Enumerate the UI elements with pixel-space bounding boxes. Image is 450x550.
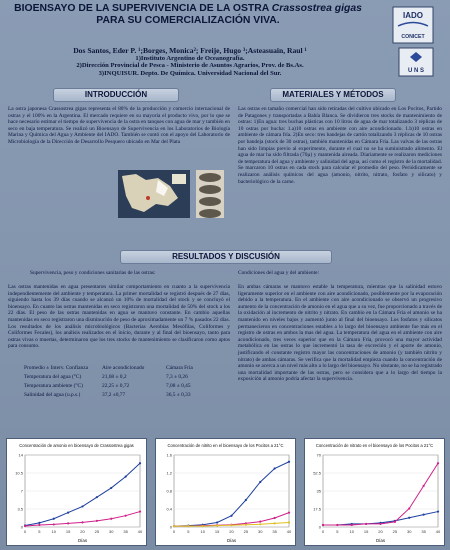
data-point bbox=[274, 522, 276, 524]
x-tick-label: 25 bbox=[243, 529, 249, 534]
data-point bbox=[24, 525, 26, 527]
data-point bbox=[139, 462, 141, 464]
data-point bbox=[125, 515, 127, 517]
y-tick-label: 14 bbox=[18, 452, 23, 458]
data-point bbox=[67, 522, 69, 524]
uns-label: U N S bbox=[407, 68, 425, 74]
data-point bbox=[173, 525, 175, 527]
x-tick-label: 25 bbox=[94, 529, 100, 534]
results-header: RESULTADOS Y DISCUSIÓN bbox=[120, 250, 332, 264]
x-tick-label: 40 bbox=[435, 529, 441, 534]
x-tick-label: 15 bbox=[363, 529, 369, 534]
y-tick-label: 17.5 bbox=[313, 506, 321, 512]
uns-logo bbox=[398, 47, 434, 77]
table-cell: Temperatura del agua (°C) bbox=[24, 374, 82, 380]
chart-title: Concentración de amonio en bioensayo de Crassostrea gigas bbox=[19, 443, 134, 448]
table-cell: 22,25 ± 0,72 bbox=[102, 383, 130, 389]
table-header-cell: Promedio ± Interv. Confianza bbox=[24, 365, 88, 371]
table-cell: 36,5 ± 0,33 bbox=[166, 392, 191, 398]
affiliation-3: 3)INQUISUR. Depto. De Química. Universidad Nacional del Sur. bbox=[98, 69, 282, 77]
data-point bbox=[351, 524, 353, 526]
methods-header: MATERIALES Y MÉTODOS bbox=[270, 88, 396, 102]
x-tick-label: 30 bbox=[109, 529, 114, 534]
table-header-cell: Aire acondicionado bbox=[102, 365, 145, 371]
x-tick-label: 30 bbox=[407, 529, 412, 534]
y-tick-label: 10.5 bbox=[15, 470, 23, 476]
data-point bbox=[288, 521, 290, 523]
data-point bbox=[125, 476, 127, 478]
data-point bbox=[139, 510, 141, 512]
data-point bbox=[202, 525, 204, 527]
x-tick-label: 5 bbox=[336, 529, 339, 534]
table-row bbox=[24, 382, 214, 391]
y-tick-label: 0 bbox=[318, 524, 321, 530]
x-tick-label: 35 bbox=[123, 529, 128, 534]
y-tick-label: 0 bbox=[20, 524, 23, 530]
conditions-table bbox=[24, 364, 214, 400]
intro-text: La ostra japonesa Crassostrea gigas representa el 80% de la producción y comercio internacional de ostras y el 100% en la Argentina. El mercado requiere en su mayoría el producto vivo, por lo que se hace necesario estimar el tiempo de supervivencia de la ostra en tanques con agua de mar y también en seco en baja temperatura. Se realizó un Bioensayo de Supervivencia en los Laboratorios de Biología Marina y Química del Agua y Ambiente del IADO. También se contó con el apoyo del Laboratorio de Microbiología de la Dirección de Desarrollo Pesquero ubicado en Mar del Plata bbox=[8, 106, 230, 145]
results-left-text: Las ostras mantenidas en agua presentaron similar comportamiento en cuanto a la supervivencia independientemente del ambiente y temperatura. La primer mortalidad se registró después de 27 días, siguiendo hasta los 39 días cuando se alcanzó un 10% de mortalidad del stock y se concluyó el bioensayo. En cuanto las ostras mantenidas en seco registraron una mortalidad de 50% del stock a los 22 días. El peso de las ostras mantenidas en agua se mantuvo constante. En cambio aquellas mantenidas en seco registraron una disminución de peso de aproximadamente un 7 % pasados 22 días. Los resultados de los análisis microbiológicos (Bacterias Aerobias Mesófilas, Coliformes y Coliformes Fecales), los análisis realizados en el inicio, durante y al final del bioensayo, tanto para ostras vivas o muertas, determinaron que los tres stocks de mantenimiento se clasificaron como aptos para consumo. bbox=[8, 284, 230, 350]
x-tick-label: 0 bbox=[321, 529, 325, 534]
x-tick-label: 5 bbox=[187, 529, 190, 534]
x-tick-label: 0 bbox=[172, 529, 176, 534]
data-point bbox=[81, 505, 83, 507]
data-point bbox=[274, 517, 276, 519]
data-point bbox=[187, 525, 189, 527]
methods-text: Las ostras en tamaño comercial han sido retiradas del cultivo ubicado en Los Pocitos, Partido de Patagones y transportadas a Bahía Blanca. Se dividieron tres stocks de mantenimiento de ostras: 1)En agua: tres buchas plásticas con 10 litros de agua de mar totalizando 3 réplicas de 10 ostras por bucha: 1.a)10 ostras en ambiente con aire acondicionado. 1.b)10 ostras en ambiente de cámara fría. 2)En seco: tres bandejas de cartón totalizando 3 réplicas de 10 ostras por bandeja (stock de 30 ostras), también mantenidas en Cámara Fría. Las valvas de las ostras han sido limpias previo al experimento, durante el cual no se ha suministrado alimento. El agua de mar ha sido filtrada (70µ) y mantenida aireada. Diariamente se realizaron mediciones de temperatura del agua y ambiente y salinidad del agua, así como el registro de la mortalidad. Se marcaron 10 ostras en cada stock para calcular el promedio del peso. Periódicamente se realizaron análisis químicos del agua (amonio, nitrito, nitrato, fosfato y silicato) y bacteriológico de la carne. bbox=[238, 106, 442, 185]
x-tick-label: 5 bbox=[38, 529, 41, 534]
data-point bbox=[288, 461, 290, 463]
data-point bbox=[259, 523, 261, 525]
table-cell: 37,2 ±0,77 bbox=[102, 392, 126, 398]
x-axis-label: Días bbox=[77, 538, 88, 543]
results-subtitle-left: Supervivencia, peso y condiciones sanitarias de las ostras: bbox=[30, 270, 156, 276]
y-tick-label: 35 bbox=[316, 488, 321, 494]
oyster-photo bbox=[196, 170, 224, 218]
data-point bbox=[259, 521, 261, 523]
affiliation-2: 2)Dirección Provincial de Pesca - Ministerio de Asuntos Agrarios, Prov. de Bs.As. bbox=[76, 62, 304, 70]
authors-block bbox=[40, 47, 340, 77]
chart-amonio bbox=[6, 438, 147, 546]
data-point bbox=[394, 521, 396, 523]
x-tick-label: 10 bbox=[349, 529, 354, 534]
y-tick-label: 0.8 bbox=[166, 488, 172, 494]
authors: Dos Santos, Eder P. ¹;Borges, Monica²; Freije, Hugo ³;Asteasuain, Raul ¹ bbox=[73, 46, 307, 55]
data-point bbox=[274, 467, 276, 469]
table-header-row bbox=[24, 364, 214, 373]
data-point bbox=[437, 462, 439, 464]
y-tick-label: 70 bbox=[316, 452, 321, 458]
data-point bbox=[423, 514, 425, 516]
data-point bbox=[81, 521, 83, 523]
data-point bbox=[230, 515, 232, 517]
data-point bbox=[288, 512, 290, 514]
data-point bbox=[365, 523, 367, 525]
affiliation-1: 1)Instituto Argentino de Oceanografía. bbox=[135, 54, 245, 62]
data-point bbox=[408, 507, 410, 509]
table-row bbox=[24, 373, 214, 382]
table-cell: 7,3 ± 0,26 bbox=[166, 374, 188, 380]
data-point bbox=[379, 523, 381, 525]
y-tick-label: 0 bbox=[169, 524, 172, 530]
x-tick-label: 40 bbox=[286, 529, 292, 534]
data-point bbox=[38, 522, 40, 524]
results-subtitle-right: Condiciones del agua y del ambiente: bbox=[238, 270, 319, 276]
x-tick-label: 10 bbox=[200, 529, 205, 534]
data-point bbox=[216, 521, 218, 523]
chart-title: Concentración de nitrito en el bioensayo de los Pocitos a 21°C bbox=[167, 443, 284, 448]
data-point bbox=[322, 524, 324, 526]
poster-title: BIOENSAYO DE LA SUPERVIVENCIA DE LA OSTRA Crassostrea gigas PARA SU COMERCIALIZACIÓN VIVA. bbox=[14, 3, 362, 26]
y-tick-label: 0.4 bbox=[166, 506, 172, 512]
intro-header: INTRODUCCIÓN bbox=[53, 88, 179, 102]
data-point bbox=[110, 487, 112, 489]
data-point bbox=[245, 499, 247, 501]
x-tick-label: 20 bbox=[378, 529, 383, 534]
table-cell: Temperatura ambiente (°C) bbox=[24, 383, 83, 389]
x-tick-label: 35 bbox=[272, 529, 277, 534]
data-point bbox=[216, 525, 218, 527]
data-point bbox=[336, 524, 338, 526]
iado-label: IADO bbox=[403, 11, 423, 20]
x-tick-label: 40 bbox=[137, 529, 143, 534]
data-point bbox=[110, 518, 112, 520]
iado-conicet-logo bbox=[392, 6, 434, 44]
x-tick-label: 35 bbox=[421, 529, 426, 534]
data-point bbox=[96, 496, 98, 498]
x-tick-label: 25 bbox=[392, 529, 398, 534]
x-tick-label: 0 bbox=[23, 529, 27, 534]
data-point bbox=[67, 512, 69, 514]
location-map bbox=[118, 170, 190, 218]
table-cell: Salinidad del agua (u.p.s.) bbox=[24, 392, 81, 398]
data-point bbox=[259, 481, 261, 483]
chart-nitrato bbox=[304, 438, 445, 546]
data-point bbox=[245, 524, 247, 526]
data-point bbox=[96, 520, 98, 522]
data-point bbox=[230, 524, 232, 526]
table-header-cell: Cámara Fría bbox=[166, 365, 193, 371]
y-tick-label: 1.2 bbox=[166, 470, 172, 476]
results-right-text: En ambas cámaras se mantuvo estable la temperatura, mientras que la salinidad estuvo ligeramente superior en el ambiente con aire acondicionado, posiblemente por la evaporación debido a la temperatura. En el ambiente con aire acondicionado se observó un progresivo aumento de la concentración de amonio en el agua que a su vez, fue proporcionado a través de la oxidación al incremento de nitrito y nitrato. En cambio en la Cámara Fría el amonio se ha mantenido en niveles bajos y aumentó junto al final del bioensayo. Los fosfatos y silicatos permanecieron en concentraciones estables a lo largo del bioensayo ambiente fue más en el registro de ostras en ambos la mas del agua. La temperatura del agua en el ambiente con aire acondicionado, tres veces superior que en la Cámara Fría, provocó una mayor actividad metabólica en las ostras lo que incrementó la tasa de excreción y el aporte de amonio, justificando el constante registro mayor las concentraciones de amonio (y también nitrito y nitrato) de ambas cámaras. Se verifica que la mortalidad empieza cuando la concentración de amonio se acerca a un nivel más alto a lo largo del bioensayo. No obstante, no se ha registrado una mortalidad importante de las ostras, pero se considera que a lo largo del tiempo la exposición al amonio podría afectar la supervivencia. bbox=[238, 284, 442, 383]
data-point bbox=[53, 523, 55, 525]
y-tick-label: 1.6 bbox=[166, 452, 172, 458]
x-tick-label: 15 bbox=[65, 529, 71, 534]
data-point bbox=[53, 518, 55, 520]
data-point bbox=[437, 510, 439, 512]
x-tick-label: 15 bbox=[214, 529, 220, 534]
table-cell: 7,08 ± 0,45 bbox=[166, 383, 191, 389]
data-point bbox=[408, 517, 410, 519]
x-tick-label: 10 bbox=[51, 529, 56, 534]
y-tick-label: 52.5 bbox=[313, 470, 321, 476]
table-row bbox=[24, 391, 214, 400]
data-point bbox=[38, 524, 40, 526]
x-axis-label: Días bbox=[375, 538, 386, 543]
y-tick-label: 3.5 bbox=[17, 506, 23, 512]
x-tick-label: 20 bbox=[80, 529, 85, 534]
chart-nitrito bbox=[155, 438, 296, 546]
data-point bbox=[423, 485, 425, 487]
y-tick-label: 7 bbox=[20, 488, 23, 494]
chart-title: Concentración de nitrato en el bioensayo de los Pocitos a 21°C bbox=[315, 443, 434, 448]
x-tick-label: 30 bbox=[258, 529, 263, 534]
table-cell: 21,68 ± 0,2 bbox=[102, 374, 127, 380]
x-axis-label: Días bbox=[226, 538, 237, 543]
x-tick-label: 20 bbox=[229, 529, 234, 534]
conicet-label: CONICET bbox=[401, 34, 425, 40]
